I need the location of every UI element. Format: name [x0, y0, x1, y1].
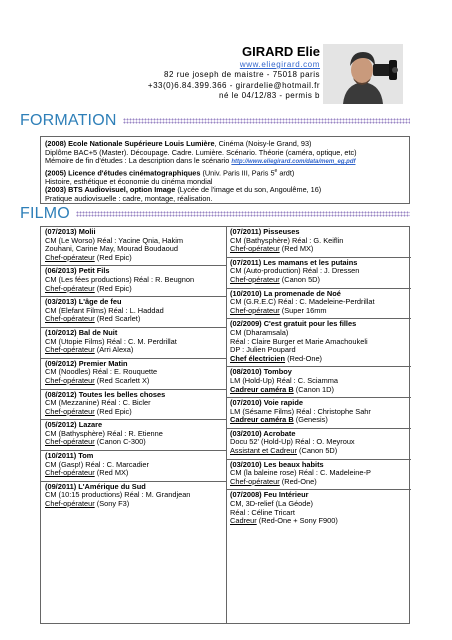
thesis-text: Mémoire de fin d'études : La description dans le scénario — [45, 156, 230, 166]
filmo-entry — [41, 227, 226, 266]
film-role: Chef-opérateur — [45, 284, 95, 293]
filmo-entry — [226, 367, 411, 398]
filmo-left-column — [41, 227, 227, 623]
film-camera: (Genesis) — [293, 416, 328, 425]
formation-line — [45, 157, 405, 167]
film-detail: CM (Utopie Films) Réal : C. M. Perdrillat — [45, 337, 177, 346]
film-detail: LM (Sésame Films) Réal : Christophe Sahr — [230, 407, 371, 416]
film-title: (10/2010) La promenade de Noé — [230, 289, 341, 298]
film-role: Chef-opérateur — [45, 407, 95, 416]
film-detail: Zouhani, Carine May, Mourad Boudaoud — [45, 245, 178, 254]
film-detail: LM (Hold-Up) Réal : C. Sciamma — [230, 376, 339, 385]
film-title: (07/2011) Pisseuses — [230, 228, 300, 236]
film-detail: CM (Gasp!) Réal : C. Marcadier — [45, 460, 149, 469]
film-camera: (Red MX) — [94, 469, 129, 478]
filmo-entry — [226, 460, 411, 491]
film-title: (09/2011) L'Amérique du Sud — [45, 482, 146, 491]
film-role-line — [230, 276, 407, 285]
contact: +33(0)6.84.399.366 - girardelie@hotmail.fr — [147, 80, 320, 90]
address: 82 rue joseph de maistre - 75018 paris — [164, 70, 320, 79]
filmo-entry — [41, 266, 226, 297]
filmo-title: FILMO — [20, 205, 70, 222]
filmo-entry — [41, 359, 226, 390]
film-title: (06/2013) Petit Fils — [45, 267, 110, 276]
film-detail: CM (Mezzanine) Réal : C. Bicler — [45, 399, 151, 408]
film-detail: CM (10:15 productions) Réal : M. Grandjean — [45, 491, 191, 500]
film-title: (09/2012) Premier Matin — [45, 359, 128, 368]
film-title: (03/2010) Acrobate — [230, 429, 296, 438]
school-detail: , Cinéma (Noisy-le Grand, 93) — [214, 139, 312, 148]
film-detail: CM (Noodles) Réal : E. Rouquette — [45, 368, 158, 377]
film-detail: Docu 52' (Hold-Up) Réal : O. Meyroux — [230, 438, 355, 447]
birth-info: né le 04/12/83 - permis b — [219, 91, 320, 100]
film-title: (07/2010) Voie rapide — [230, 399, 303, 408]
film-title: (07/2013) Molii — [45, 228, 96, 236]
film-role: Assistant et Cadreur — [230, 447, 297, 456]
film-title: (08/2012) Toutes les belles choses — [45, 390, 166, 399]
film-role-line — [230, 355, 407, 364]
film-role-line — [45, 469, 222, 478]
film-role-line — [230, 447, 407, 456]
film-role: Chef-opérateur — [45, 253, 95, 262]
film-role-line — [45, 315, 222, 324]
film-detail: CM (la baleine rose) Réal : C. Madeleine-P — [230, 469, 371, 478]
film-camera: (Red Epic) — [94, 407, 132, 416]
film-camera: (Canon 5D) — [296, 447, 338, 456]
profile-photo — [323, 44, 403, 104]
film-camera: (Red Epic) — [94, 253, 132, 262]
film-role-line — [230, 478, 407, 487]
filmo-entry — [41, 328, 226, 359]
film-role: Chef-opérateur — [230, 477, 280, 486]
film-role-line — [45, 438, 222, 447]
formation-box — [40, 136, 410, 204]
film-title: (07/2011) Les mamans et les putains — [230, 258, 358, 267]
film-camera: (Arri Alexa) — [94, 346, 134, 355]
school-name: (2008) Ecole Nationale Supérieure Louis Lumière — [45, 139, 215, 148]
heading-dots — [123, 118, 410, 124]
film-title: (07/2008) Feu Intérieur — [230, 491, 309, 500]
film-camera: (Red MX) — [279, 245, 314, 254]
film-camera: (Red-One) — [279, 477, 317, 486]
profile-photo-illustration — [323, 44, 403, 104]
film-camera: (Canon 1D) — [293, 385, 334, 394]
film-role: Cadreur — [230, 517, 257, 526]
film-role: Chef-opérateur — [230, 245, 280, 254]
filmo-entry — [41, 390, 226, 421]
film-camera: (Red-One) — [285, 354, 323, 363]
film-title: (03/2013) L'âge de feu — [45, 298, 122, 307]
filmo-entry — [226, 289, 411, 320]
film-role: Chef-opérateur — [45, 469, 95, 478]
filmo-right-column — [226, 227, 411, 623]
film-detail: Réal : Claire Burger et Marie Amachoukeli — [230, 337, 368, 346]
filmo-table — [40, 226, 410, 624]
film-detail: CM (Dharamsala) — [230, 328, 289, 337]
film-title: (05/2012) Lazare — [45, 421, 103, 430]
film-role: Chef-opérateur — [230, 306, 280, 315]
filmo-entry — [41, 451, 226, 482]
degree-detail: (Lycée de l'image et du son, Angoulême, 16) — [175, 185, 322, 195]
formation-heading — [20, 112, 410, 130]
film-title: (02/2009) C'est gratuit pour les filles — [230, 320, 357, 329]
formation-line: Histoire, esthétique et économie du cinéma mondial — [45, 176, 213, 186]
degree-detail-end: ardt) — [277, 168, 295, 178]
filmo-entry — [41, 297, 226, 328]
film-title: (03/2010) Les beaux habits — [230, 460, 324, 469]
film-camera: (Red Scarlet) — [94, 315, 141, 324]
film-camera: (Canon 5D) — [279, 275, 320, 284]
filmo-entry — [226, 227, 411, 258]
degree-name: (2003) BTS Audiovisuel, option Image — [45, 185, 176, 195]
filmo-entry — [226, 258, 411, 289]
film-detail: CM (Auto-production) Réal : J. Dressen — [230, 267, 360, 276]
superscript: e — [274, 167, 278, 174]
film-role: Chef-opérateur — [45, 500, 95, 509]
film-role-line — [230, 245, 407, 254]
film-camera: (Red Scarlett X) — [94, 376, 150, 385]
heading-dots — [76, 211, 410, 217]
formation-line: Diplôme BAC+5 (Master). Découpage. Cadre. Lumière. Scénario. Théorie (caméra, optique, etc) — [45, 147, 357, 157]
film-camera: (Red-One + Sony F900) — [256, 517, 338, 526]
film-detail: CM (Elefant Films) Réal : L. Haddad — [45, 306, 164, 315]
film-role: Chef-opérateur — [45, 346, 95, 355]
film-role-line — [230, 517, 407, 526]
film-detail: Réal : Céline Tricart — [230, 508, 295, 517]
film-detail: CM (Bathysphère) Réal : G. Keiflin — [230, 236, 344, 245]
film-role-line — [230, 416, 407, 425]
film-title: (10/2011) Tom — [45, 452, 94, 461]
person-name: GIRARD Elie — [241, 44, 320, 59]
filmo-entry — [226, 429, 411, 460]
film-role-line — [230, 386, 407, 395]
film-role-line — [230, 307, 407, 316]
film-role-line — [45, 377, 222, 386]
film-role: Cadreur caméra B — [230, 416, 294, 425]
film-role: Chef-opérateur — [45, 376, 95, 385]
filmo-entry — [41, 420, 226, 451]
film-role-line — [45, 346, 222, 355]
film-detail: CM (Bathysphère) Réal : R. Etienne — [45, 429, 163, 438]
film-detail: CM (G.R.E.C) Réal : C. Madeleine-Perdrillat — [230, 298, 375, 307]
filmo-heading — [20, 205, 410, 223]
thesis-link[interactable]: http://www.eliegirard.com/data/mem_eg.pdf — [231, 159, 356, 166]
header — [40, 44, 320, 102]
filmo-entry — [226, 319, 411, 367]
degree-detail: (Univ. Paris III, Paris 5 — [200, 168, 275, 178]
film-role-line — [45, 285, 222, 294]
film-detail: CM (Le Worso) Réal : Yacine Qnia, Hakim — [45, 236, 184, 245]
film-role-line — [45, 500, 222, 509]
film-title: (10/2012) Bal de Nuit — [45, 328, 118, 337]
film-detail: DP : Julien Poupard — [230, 346, 296, 355]
film-detail: CM, 3D-relief (La Géode) — [230, 500, 313, 509]
filmo-entry — [226, 490, 411, 528]
film-role-line — [45, 254, 222, 263]
film-role: Chef-opérateur — [230, 275, 280, 284]
film-camera: (Super 16mm — [279, 306, 327, 315]
film-role: Chef-opérateur — [45, 315, 95, 324]
film-role: Chef électricien — [230, 354, 286, 363]
website-link[interactable]: www.eliegirard.com — [239, 60, 320, 69]
film-role: Cadreur caméra B — [230, 385, 294, 394]
film-camera: (Canon C-300) — [94, 438, 146, 447]
degree-name: (2005) Licence d'études cinématographiques — [45, 168, 201, 178]
film-role-line — [45, 408, 222, 417]
film-title: (08/2010) Tomboy — [230, 368, 292, 377]
film-detail: CM (Les fées productions) Réal : R. Beugnon — [45, 275, 195, 284]
formation-title: FORMATION — [20, 112, 117, 129]
film-role: Chef-opérateur — [45, 438, 95, 447]
film-camera: (Red Epic) — [94, 284, 132, 293]
film-camera: (Sony F3) — [94, 500, 130, 509]
filmo-entry — [226, 398, 411, 429]
formation-line: Pratique audiovisuelle : cadre, montage, réalisation. — [45, 193, 213, 203]
filmo-entry — [41, 482, 226, 512]
